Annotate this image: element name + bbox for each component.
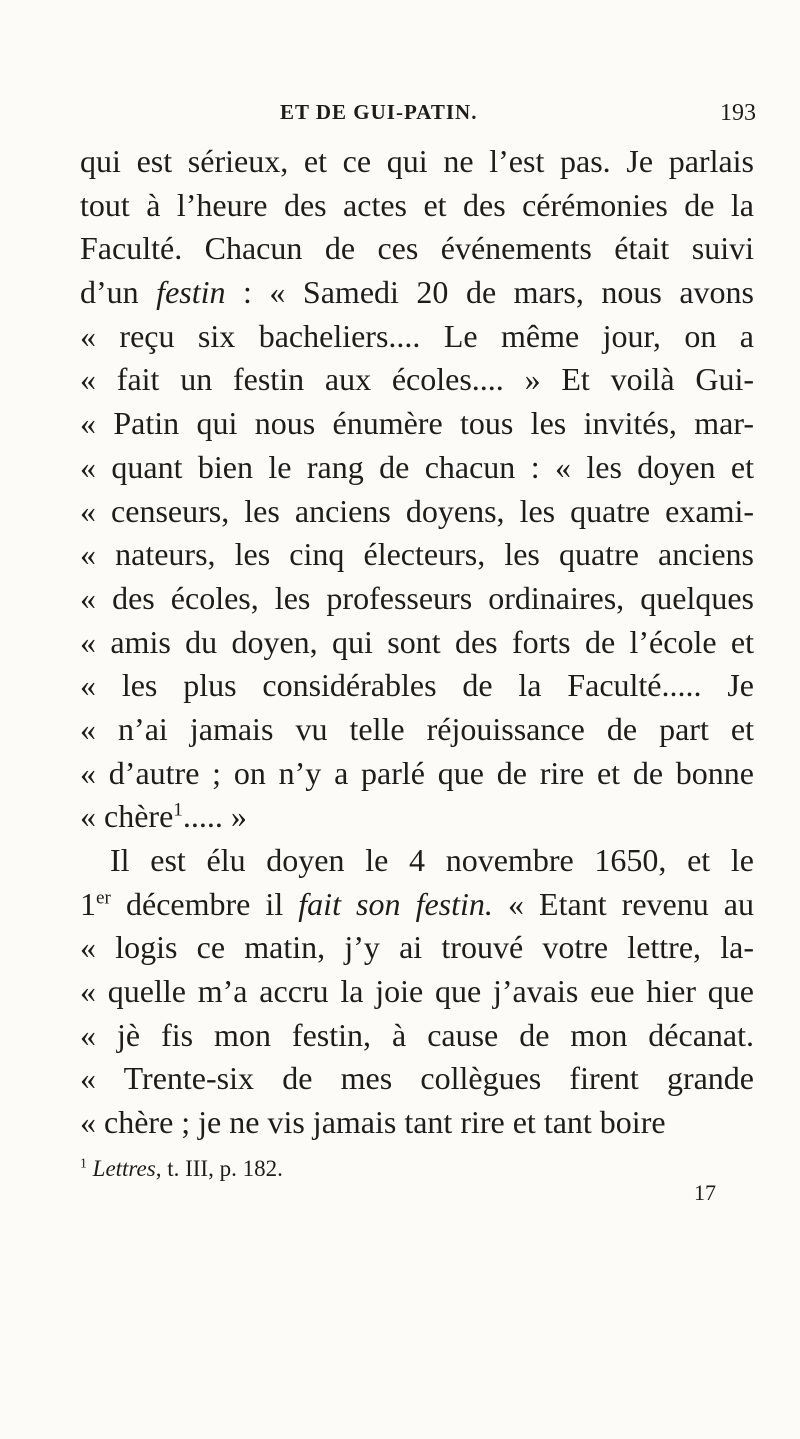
text-run: : « Samedi 20 de mars, nous avons bbox=[225, 274, 755, 311]
italic-fait-son-festin: fait son festin. bbox=[298, 885, 493, 922]
text-line: « quelle m’a accru la joie que j’avais eue hier que bbox=[80, 973, 754, 1010]
page-header bbox=[0, 100, 800, 134]
text-line bbox=[80, 795, 754, 839]
body-text bbox=[80, 140, 754, 1145]
text-line: « chère ; je ne vis jamais tant rire et tant boire bbox=[80, 1104, 666, 1141]
footnote-marker: 1 bbox=[80, 1155, 87, 1171]
text-run: décembre il bbox=[125, 885, 299, 922]
ordinal-suffix: er bbox=[96, 887, 111, 909]
text-run: d’un bbox=[80, 274, 157, 311]
signature-mark: 17 bbox=[694, 1180, 716, 1205]
text-line: Il est élu doyen le 4 novembre 1650, et le bbox=[110, 842, 754, 878]
footnote bbox=[80, 1156, 283, 1182]
text-line: « n’ai jamais vu telle réjouissance de part et bbox=[80, 710, 754, 747]
text-run: ..... » bbox=[182, 798, 247, 835]
text-line: qui est sérieux, et ce qui ne l’est pas. Je parlais bbox=[80, 143, 754, 179]
text-line: « nateurs, les cinq électeurs, les quatre anciens bbox=[80, 536, 754, 573]
text-run: 1 bbox=[80, 885, 96, 922]
text-line: « Trente-six de mes collègues firent grande bbox=[80, 1060, 754, 1097]
text-line: « Patin qui nous énumère tous les invités, mar- bbox=[80, 405, 754, 442]
text-line: « quant bien le rang de chacun : « les doyen et bbox=[80, 448, 754, 485]
page-number: 193 bbox=[720, 100, 756, 126]
text-line: « amis du doyen, qui sont des forts de l’école et bbox=[80, 623, 754, 660]
text-line: « logis ce matin, j’y ai trouvé votre lettre, la- bbox=[80, 929, 754, 966]
text-run: « chère bbox=[80, 798, 174, 835]
text-line: « reçu six bacheliers.... Le même jour, on a bbox=[80, 317, 754, 354]
running-title: ET DE GUI-PATIN. bbox=[280, 100, 478, 124]
text-line bbox=[80, 271, 754, 315]
text-line bbox=[80, 883, 754, 927]
text-run: « Etant revenu au bbox=[492, 885, 754, 922]
text-line: « jè fis mon festin, à cause de mon décanat. bbox=[80, 1016, 754, 1053]
text-line: Faculté. Chacun de ces événements était suivi bbox=[80, 230, 754, 267]
italic-festin: festin bbox=[156, 274, 226, 311]
text-line: « fait un festin aux écoles.... » Et voilà Gui- bbox=[80, 361, 754, 398]
text-line: « des écoles, les professeurs ordinaires, quelques bbox=[80, 579, 754, 616]
text-line: « les plus considérables de la Faculté..... Je bbox=[80, 667, 754, 704]
footnote-reference-text: , t. III, p. 182. bbox=[155, 1156, 283, 1181]
text-line: « censeurs, les anciens doyens, les quatre exami- bbox=[80, 492, 754, 529]
text-line: « d’autre ; on n’y a parlé que de rire et de bonne bbox=[80, 754, 754, 791]
footnote-reference: 1 bbox=[173, 799, 183, 821]
text-line: tout à l’heure des actes et des cérémonies de la bbox=[80, 186, 754, 223]
footnote-title: Lettres bbox=[92, 1156, 156, 1181]
